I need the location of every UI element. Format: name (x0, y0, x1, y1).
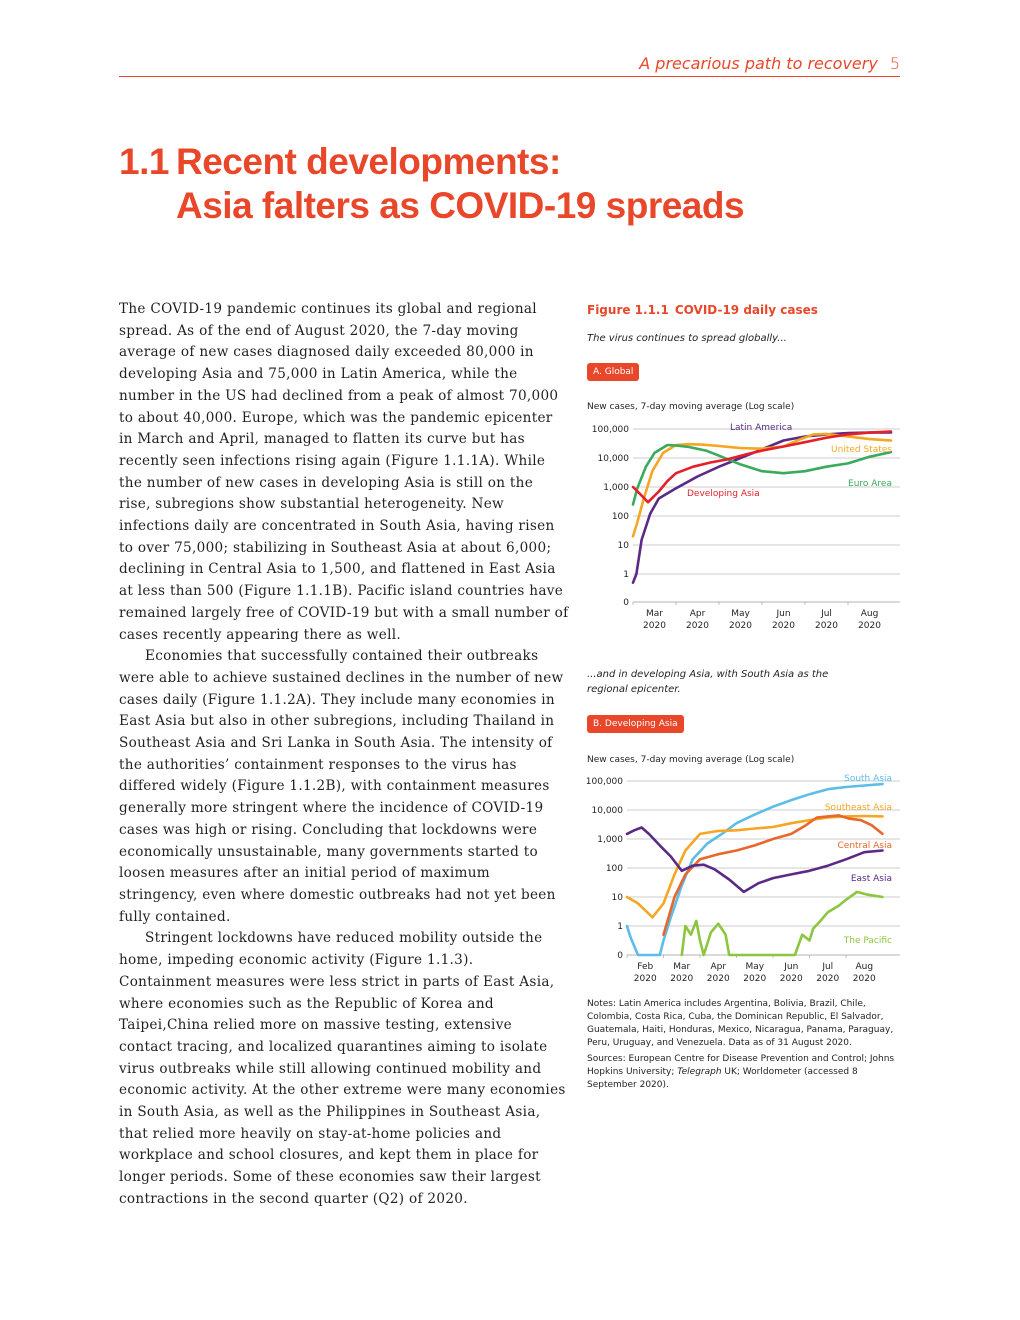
chart-panel-a (580, 415, 910, 640)
y-tick-label: 0 (623, 598, 629, 608)
y-tick-label: 1 (617, 922, 623, 932)
series-line-east-asia (627, 828, 883, 892)
figure-subtitle-b: ...and in developing Asia, with South Asia as the regional epicenter. (587, 669, 829, 695)
sources-text (587, 1053, 907, 1092)
x-tick-label: Aug (860, 609, 879, 619)
x-tick-label-year: 2020 (779, 974, 803, 984)
x-tick-label: Apr (689, 609, 706, 619)
sources-prefix: Sources: European Centre for Disease Prevention and Control; Johns Hopkins University; (587, 1054, 895, 1077)
x-tick-label: May (731, 609, 750, 619)
y-tick-label: 100,000 (585, 777, 623, 787)
paragraph-2: Economies that successfully contained their outbreaks were able to achieve sustained declines in the number of new cases daily (Figure 1.1.2A). They include many economies in East Asia but also in other subregions, including Thailand in Southeast Asia and Sri Lanka in South Asia. The intensity of the authorities’ containment responses to the virus has differed widely (Figure 1.1.2B), with containment measures generally more stringent where the incidence of COVID-19 cases was high or rising. Concluding that lockdowns were economically unsustainable, many governments started to loosen measures after an initial period of maximum stringency, even where domestic outbreaks had not yet been fully contained. (119, 648, 564, 925)
running-title: A precarious path to recovery (639, 54, 878, 73)
series-label: Latin America (730, 423, 793, 433)
x-tick-label: Apr (710, 962, 727, 972)
series-line-central-asia (664, 815, 883, 934)
x-tick-label-year: 2020 (815, 621, 838, 631)
notes-text: Notes: Latin America includes Argentina, Bolivia, Brazil, Chile, Colombia, Costa Rica, Cuba, the Dominican Republic, El Salvador, Guatemala, Haiti, Honduras, Mexico, Nicaragua, Panama, Paraguay, Peru, Uruguay, and Venezuela. Data as of 31 August 2020. (587, 999, 894, 1048)
panel-a-tag: A. Global (587, 363, 639, 381)
y-tick-label: 1,000 (597, 835, 623, 845)
x-tick-label: Jul (822, 962, 834, 972)
figure-title (587, 303, 818, 317)
running-head (119, 52, 900, 77)
x-tick-label-year: 2020 (816, 974, 840, 984)
x-tick-label: Jul (821, 609, 832, 619)
figure-notes (587, 998, 907, 1095)
series-label: Southeast Asia (824, 803, 892, 813)
y-tick-label: 10 (611, 893, 623, 903)
x-tick-label-year: 2020 (772, 621, 795, 631)
y-tick-label: 100 (605, 864, 623, 874)
section-title (119, 140, 879, 228)
y-tick-label: 10,000 (591, 806, 623, 816)
x-tick-label: Jun (776, 609, 791, 619)
y-tick-label: 0 (617, 951, 623, 961)
paragraph-3: Stringent lockdowns have reduced mobility outside the home, impeding economic activity (Figure 1.1.3). Containment measures were less strict in parts of East Asia, where economies such as the Republic of Korea and Taipei,China relied more on massive testing, extensive contact tracing, and localized quarantines aiming to isolate virus outbreaks while still allowing continued mobility and economic activity. At the other extreme were many economies in South Asia, as well as the Philippines in Southeast Asia, that relied more heavily on stay-at-home policies and workplace and school closures, and kept them in place for longer periods. Some of these economies saw their largest contractions in the second quarter (Q2) of 2020. (119, 930, 566, 1207)
running-head-text (639, 54, 900, 73)
x-tick-label: Jun (784, 962, 799, 972)
figure-number: Figure 1.1.1 (587, 303, 669, 317)
x-tick-label-year: 2020 (633, 974, 657, 984)
panel-a-axis-label: New cases, 7-day moving average (Log scale) (587, 402, 795, 412)
section-number: 1.1 (119, 141, 169, 182)
y-tick-label: 10,000 (597, 454, 629, 464)
sources-italic: Telegraph (677, 1067, 722, 1077)
series-label: South Asia (844, 774, 892, 784)
sources-suffix: UK; Worldometer (accessed 8 September 2020). (587, 1067, 858, 1090)
x-tick-label-year: 2020 (706, 974, 730, 984)
figure-title-text: COVID-19 daily cases (674, 303, 818, 317)
x-tick-label-year: 2020 (858, 621, 881, 631)
series-line-latin-america (633, 433, 891, 583)
x-tick-label-year: 2020 (852, 974, 876, 984)
series-label: Central Asia (837, 841, 892, 851)
x-tick-label-year: 2020 (729, 621, 752, 631)
y-tick-label: 1,000 (603, 483, 629, 493)
chart-panel-b (580, 768, 910, 993)
series-label: The Pacific (843, 936, 892, 946)
figure-subtitle-a: The virus continues to spread globally... (587, 333, 787, 344)
paragraph-1: The COVID-19 pandemic continues its global and regional spread. As of the end of August 2020, the 7-day moving average of new cases diagnosed daily exceeded 80,000 in developing Asia and 75,000 in Latin America, while the number in the US had declined from a peak of almost 70,000 to about 40,000. Europe, which was the pandemic epicenter in March and April, managed to flatten its curve but has recently seen infections rising again (Figure 1.1.1A). While the number of new cases in developing Asia is still on the rise, subregions show substantial heterogeneity. New infections daily are concentrated in South Asia, having risen to over 75,000; stabilizing in Southeast Asia at about 6,000; declining in Central Asia to 1,500, and flattened in East Asia at less than 500 (Figure 1.1.1B). Pacific island countries have remained largely free of COVID-19 but with a small number of cases recently appearing there as well. (119, 301, 569, 643)
series-label: Euro Area (848, 479, 892, 489)
series-label: United States (831, 445, 892, 455)
series-label: Developing Asia (687, 489, 760, 499)
panel-b-tag: B. Developing Asia (587, 715, 684, 733)
x-tick-label-year: 2020 (743, 974, 767, 984)
section-title-line1: Recent developments: (176, 141, 561, 182)
x-tick-label-year: 2020 (686, 621, 709, 631)
y-tick-label: 10 (617, 541, 629, 551)
section-title-line2: Asia falters as COVID-19 spreads (176, 185, 745, 226)
x-tick-label-year: 2020 (643, 621, 666, 631)
x-tick-label-year: 2020 (670, 974, 694, 984)
series-label: East Asia (850, 874, 892, 884)
y-tick-label: 100,000 (591, 425, 629, 435)
page-number: 5 (889, 54, 900, 73)
x-tick-label: Mar (646, 609, 663, 619)
x-tick-label: May (745, 962, 765, 972)
x-tick-label: Aug (855, 962, 874, 972)
panel-b-axis-label: New cases, 7-day moving average (Log scale) (587, 755, 795, 765)
x-tick-label: Mar (673, 962, 691, 972)
body-text (119, 299, 569, 1211)
x-tick-label: Feb (637, 962, 654, 972)
y-tick-label: 100 (611, 512, 629, 522)
y-tick-label: 1 (623, 570, 629, 580)
